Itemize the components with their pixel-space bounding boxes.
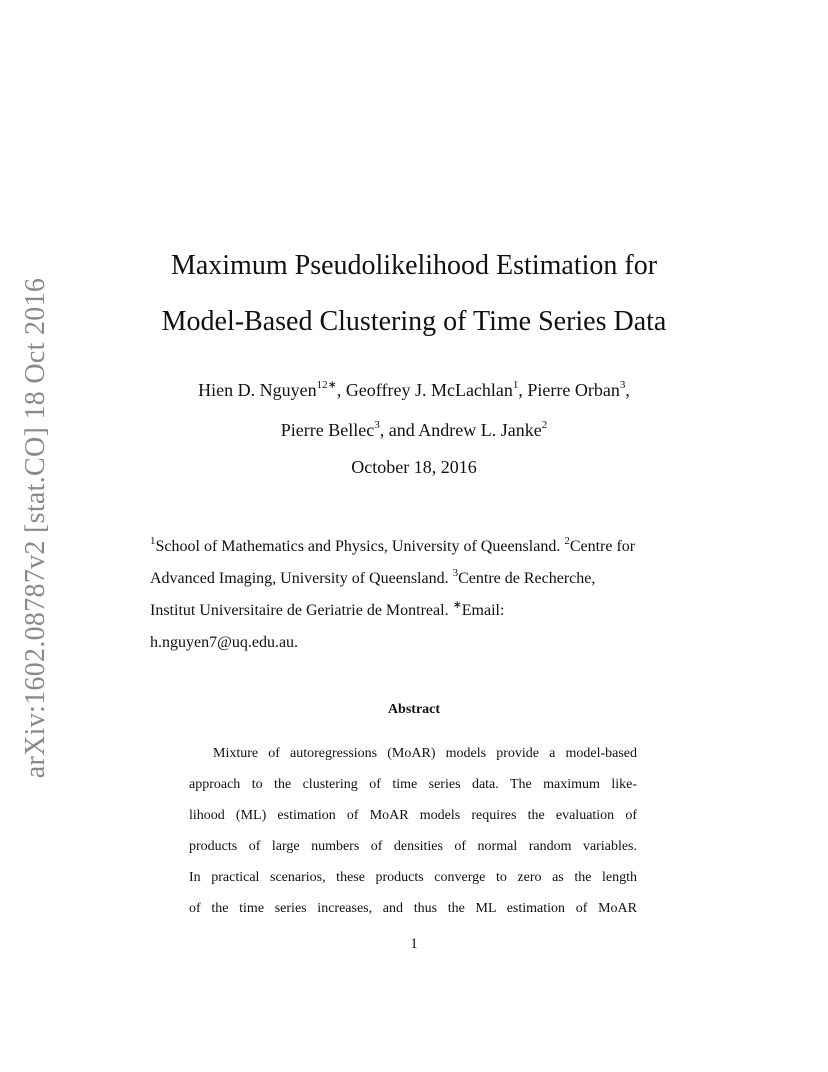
abstract-line: In practical scenarios, these products converge to zero as the length [189,870,637,885]
author-affiliation-mark: 3 [374,419,380,431]
affiliation-text: Institut Universitaire de Geriatrie de Montreal. [150,602,453,619]
affiliation-text: Email: [461,602,505,619]
abstract-body [189,738,637,924]
affiliation-text: Advanced Imaging, University of Queensland. [150,570,453,587]
author-affiliation-mark: 3 [619,379,626,391]
affiliations-block [150,531,690,659]
author-affiliation-mark: 12∗ [316,379,337,391]
affiliation-line [150,531,690,563]
page-number: 1 [410,936,418,952]
affiliation-mark: 1 [150,534,156,547]
abstract-heading: Abstract [387,702,441,717]
publication-date: October 18, 2016 [351,457,477,477]
affiliation-text: Centre for [569,538,636,555]
author-line [100,410,728,450]
author-separator: , [625,380,630,400]
affiliation-text: Centre de Recherche, [458,570,596,587]
abstract-line: Mixture of autoregressions (MoAR) models provide a model-based [213,746,637,761]
author-name: Hien D. Nguyen [198,380,317,400]
abstract-line: of the time series increases, and thus the ML estimation of MoAR [189,901,637,916]
affiliation-mark: 3 [452,566,459,579]
affiliation-mark: ∗ [452,598,462,611]
author-separator: , [336,380,346,400]
abstract-line: lihood (ML) estimation of MoAR models requires the evaluation of [189,808,637,823]
arxiv-identifier: arXiv:1602.08787v2 [stat.CO] 18 Oct 2016 [20,277,51,779]
author-name: Geoffrey J. McLachlan [345,380,513,400]
title-line: Model-Based Clustering of Time Series Data [161,306,667,337]
author-name: Pierre Orban [527,380,620,400]
author-affiliation-mark: 1 [512,379,519,391]
author-line [100,370,728,410]
paper-title [100,238,728,350]
affiliation-text: School of Mathematics and Physics, University of Queensland. [155,538,565,555]
author-separator: , and [379,420,419,440]
author-name: Andrew L. Janke [418,420,542,440]
author-separator: , [518,380,528,400]
abstract-line: products of large numbers of densities of normal random variables. [189,839,637,854]
affiliation-line [150,595,690,627]
author-affiliation-mark: 2 [541,419,548,431]
affiliation-line [150,563,690,595]
title-line: Maximum Pseudolikelihood Estimation for [170,250,658,281]
contact-email: h.nguyen7@uq.edu.au. [150,634,299,651]
affiliation-mark: 2 [564,534,570,547]
author-name: Pierre Bellec [280,420,375,440]
abstract-line: approach to the clustering of time series data. The maximum like- [189,777,637,792]
author-list [100,370,728,450]
